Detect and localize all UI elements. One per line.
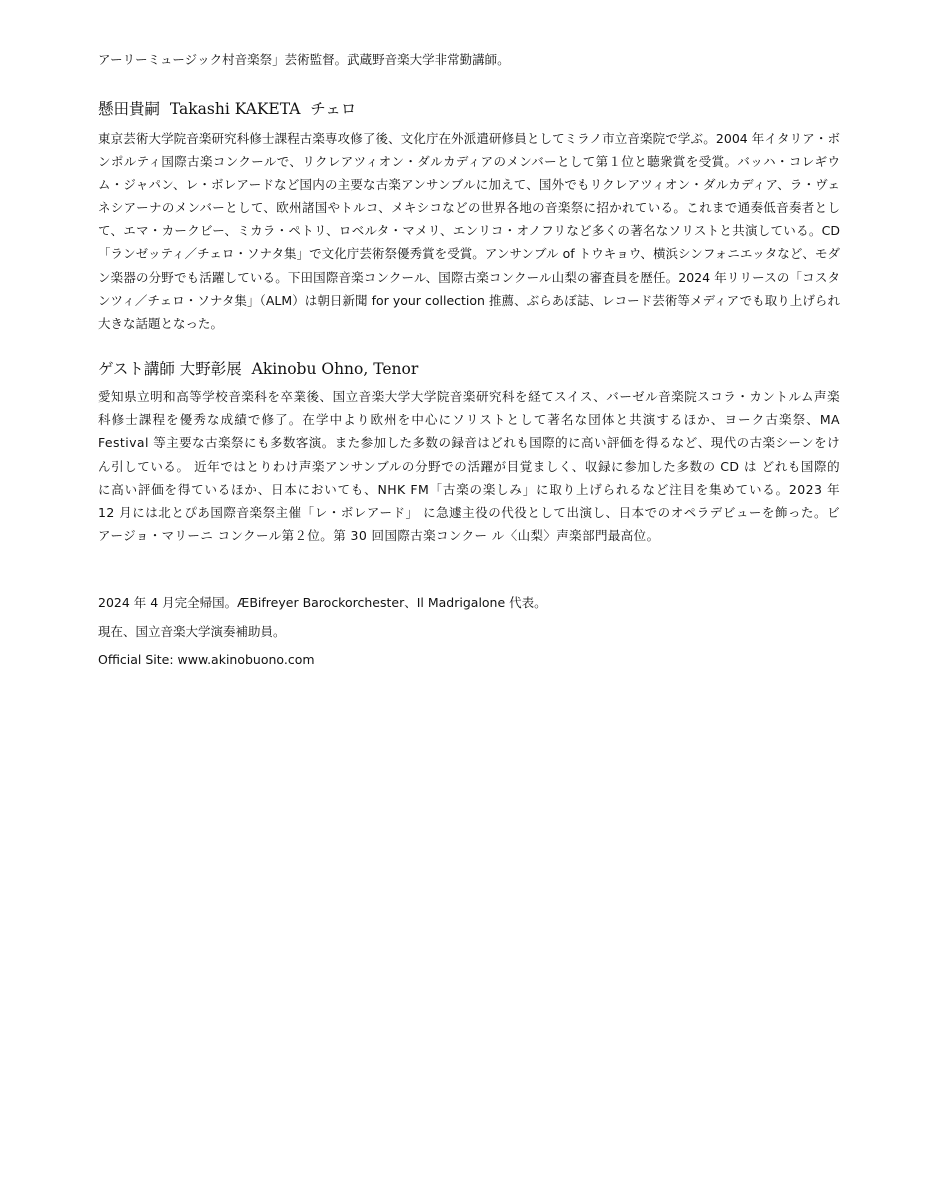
profile-ohno-extra-line: 現在、国立音楽大学演奏補助員。	[98, 624, 286, 639]
official-site-link[interactable]: Official Site: www.akinobuono.com	[98, 652, 315, 667]
profile-bio-ohno: 愛知県立明和高等学校音楽科を卒業後、国立音楽大学大学院音楽研究科を経てスイス、バーゼル音楽院スコラ・カントルム声楽科修士課程を優秀な成績で修了。在学中より欧州を中心にソリストとして著名な団体と共演するほか、ヨーク古楽祭、MA Festival 等主要な古楽祭にも多数客演。また参加した多数の録音はどれも国際的に高い評価を得るなど、現代の古楽シーンをけん引している。 近年ではとりわけ声楽アンサンブルの分野での活躍が目覚ましく、収録に参加した多数の CD は どれも国際的に高い評価を得ているほか、日本においても、NHK FM「古楽の楽しみ」に取り上げられるなど注目を集めている。2023 年 12 月には北とぴあ国際音楽祭主催「レ・ボレアード」 に急遽主役の代役として出演し、日本でのオペラデビューを飾った。ビアージョ・マリーニ コンクール第２位。第 30 回国際古楽コンクー ル〈山梨〉声楽部門最高位。	[98, 389, 840, 544]
intro-line: アーリーミュージック村音楽祭」芸術監督。武蔵野音楽大学非常勤講師。	[98, 52, 510, 67]
profile-heading-ohno-jp: ゲスト講師 大野彰展	[98, 360, 242, 378]
profile-heading-kaketa-jp: 懸田貴嗣	[98, 100, 161, 118]
profile-heading-ohno	[98, 358, 418, 380]
profile-heading-kaketa	[98, 98, 356, 120]
profile-heading-kaketa-name: Takashi KAKETA	[169, 100, 301, 118]
profile-bio-kaketa: 東京芸術大学院音楽研究科修士課程古楽専攻修了後、文化庁在外派遣研修員としてミラノ市立音楽院で学ぶ。2004 年イタリア・ボンポルティ国際古楽コンクールで、リクレアツィオン・ダルカディアのメンバーとして第１位と聴衆賞を受賞。バッハ・コレギウム・ジャパン、レ・ボレアードなど国内の主要な古楽アンサンブルに加えて、国外でもリクレアツィオン・ダルカディア、ラ・ヴェネシアーナのメンバーとして、欧州諸国やトルコ、メキシコなどの世界各地の音楽祭に招かれている。これまで通奏低音奏者として、エマ・カークビー、ミカラ・ペトリ、ロベルタ・マメリ、エンリコ・オノフリなど多くの著名なソリストと共演している。CD「ランゼッティ／チェロ・ソナタ集」で文化庁芸術祭優秀賞を受賞。アンサンブル of トウキョウ、横浜シンフォニエッタなど、モダン楽器の分野でも活躍している。下田国際音楽コンクール、国際古楽コンクール山梨の審査員を歴任。2024 年リリースの「コスタンツィ／チェロ・ソナタ集」（ALM）は朝日新聞 for your collection 推薦、ぶらあぼ誌、レコード芸術等メディアでも取り上げられ大きな話題となった。	[98, 131, 840, 331]
profile-heading-ohno-name: Akinobu Ohno, Tenor	[251, 360, 419, 378]
profile-ohno-extra-line: 2024 年 4 月完全帰国。ÆBifreyer Barockorchester、Il Madrigalone 代表。	[98, 595, 547, 610]
profile-heading-kaketa-role: チェロ	[310, 100, 357, 118]
